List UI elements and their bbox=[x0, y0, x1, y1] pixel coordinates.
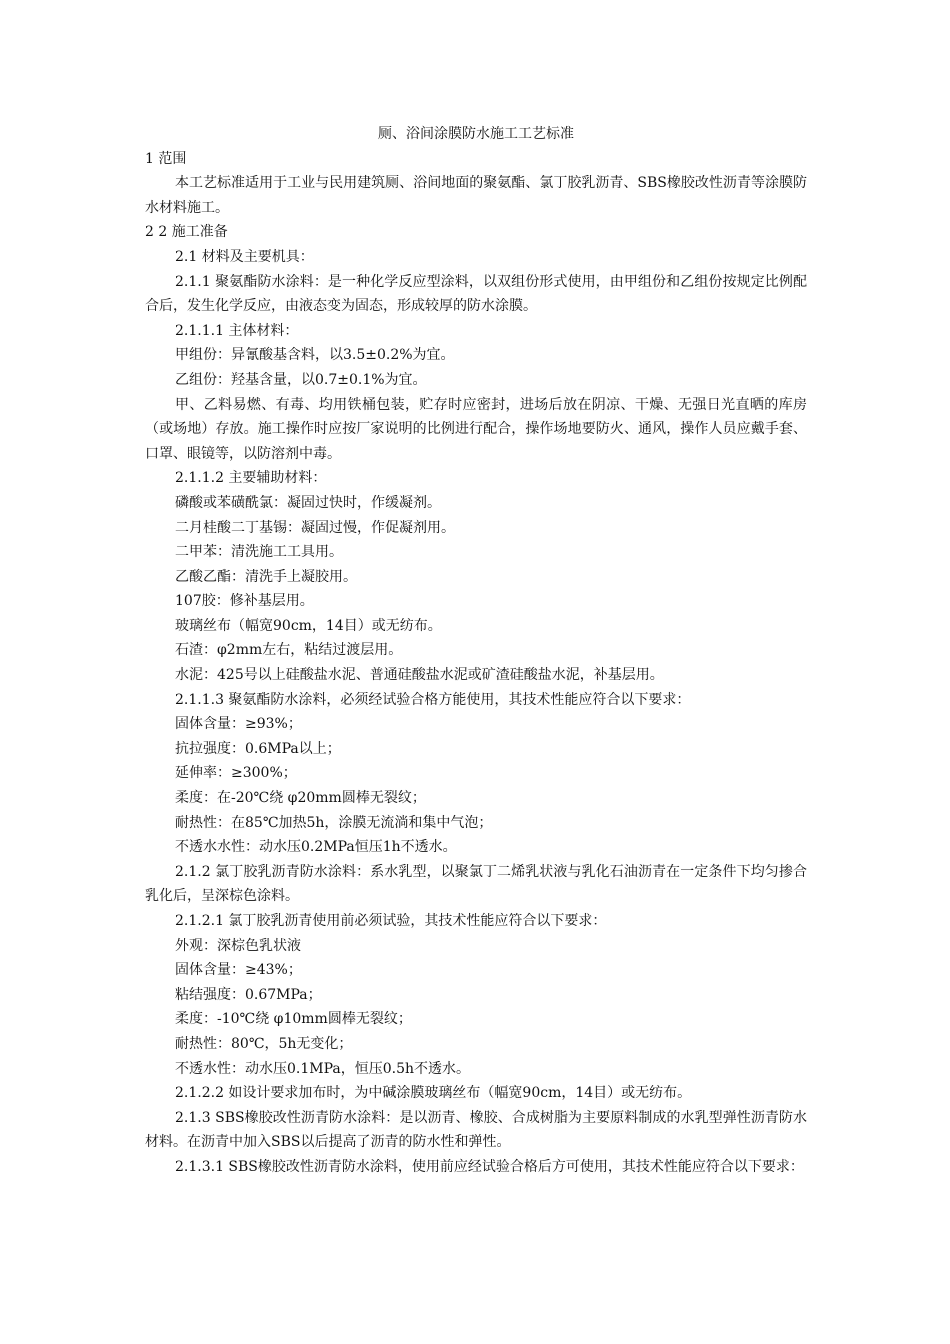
paragraph: 石渣：φ2mm左右，粘结过渡层用。 bbox=[175, 642, 403, 659]
paragraph: 2.1.1.2 主要辅助材料： bbox=[175, 470, 327, 487]
paragraph: 耐热性：80℃，5h无变化； bbox=[175, 1035, 353, 1052]
paragraph: 固体含量：≥93%； bbox=[175, 716, 302, 733]
paragraph: 粘结强度：0.67MPa； bbox=[175, 986, 322, 1003]
paragraph: 2.1 材料及主要机具： bbox=[175, 248, 314, 265]
paragraph: 2 2 施工准备 bbox=[145, 224, 228, 241]
paragraph: 外观：深棕色乳状液 bbox=[175, 937, 301, 954]
paragraph: 柔度：在-20℃绕 φ20mm圆棒无裂纹； bbox=[175, 790, 426, 807]
paragraph: 2.1.1.3 聚氨酯防水涂料，必须经试验合格方能使用，其技术性能应符合以下要求： bbox=[175, 691, 691, 708]
paragraph: 乙组份：羟基含量，以0.7±0.1%为宜。 bbox=[175, 371, 427, 388]
paragraph: 2.1.2.1 氯丁胶乳沥青使用前必须试验，其技术性能应符合以下要求： bbox=[175, 913, 607, 929]
paragraph: 磷酸或苯磺酰氯：凝固过快时，作缓凝剂。 bbox=[175, 494, 441, 511]
paragraph: 延伸率：≥300%； bbox=[175, 765, 297, 782]
paragraph: 二甲苯：清洗施工工具用。 bbox=[175, 544, 343, 561]
paragraph: 2.1.3.1 SBS橡胶改性沥青防水涂料，使用前应经试验合格后方可使用，其技术性能应符合以下要求： bbox=[175, 1158, 804, 1175]
paragraph: 柔度：-10℃绕 φ10mm圆棒无裂纹； bbox=[175, 1011, 412, 1028]
paragraph: 2.1.1 聚氨酯防水涂料：是一种化学反应型涂料，以双组份形式使用，由甲组份和乙组份按规定比例配合后，发生化学反应，由液态变为固态，形成较厚的防水涂膜。 bbox=[145, 273, 807, 315]
paragraph: 甲组份：异氰酸基含料，以3.5±0.2%为宜。 bbox=[175, 347, 455, 364]
paragraph: 本工艺标准适用于工业与民用建筑厕、浴间地面的聚氨酯、氯丁胶乳沥青、SBS橡胶改性沥青等涂膜防水材料施工。 bbox=[145, 175, 807, 216]
paragraph: 固体含量：≥43%； bbox=[175, 962, 302, 979]
paragraph: 乙酸乙酯：清洗手上凝胶用。 bbox=[175, 568, 357, 585]
paragraph: 玻璃丝布（幅宽90cm，14目）或无纺布。 bbox=[175, 617, 442, 634]
paragraph: 水泥：425号以上硅酸盐水泥、普通硅酸盐水泥或矿渣硅酸盐水泥，补基层用。 bbox=[175, 667, 664, 684]
paragraph: 甲、乙料易燃、有毒、均用铁桶包装，贮存时应密封，进场后放在阴凉、干燥、无强日光直晒的库房（或场地）存放。施工操作时应按厂家说明的比例进行配合，操作场地要防火、通风，操作人员应戴手套、口罩、眼镜等，以防溶剂中毒。 bbox=[145, 396, 807, 462]
paragraph: 2.1.2.2 如设计要求加布时，为中碱涂膜玻璃丝布（幅宽90cm，14目）或无纺布。 bbox=[175, 1085, 692, 1102]
paragraph: 不透水水性：动水压0.2MPa恒压1h不透水。 bbox=[175, 839, 457, 856]
paragraph: 二月桂酸二丁基锡：凝固过慢，作促凝剂用。 bbox=[175, 519, 455, 536]
paragraph: 不透水性：动水压0.1MPa，恒压0.5h不透水。 bbox=[175, 1060, 471, 1077]
document-body bbox=[145, 147, 807, 1180]
document-title: 厕、浴间涂膜防水施工工艺标准 bbox=[378, 126, 574, 142]
document-page bbox=[145, 122, 807, 1180]
paragraph: 耐热性：在85℃加热5h，涂膜无流淌和集中气泡； bbox=[175, 814, 493, 831]
paragraph: 1 范围 bbox=[145, 150, 187, 167]
paragraph: 2.1.1.1 主体材料： bbox=[175, 322, 299, 339]
paragraph: 107胶：修补基层用。 bbox=[175, 593, 314, 610]
paragraph: 2.1.3 SBS橡胶改性沥青防水涂料：是以沥青、橡胶、合成树脂为主要原料制成的水乳型弹性沥青防水材料。在沥青中加入SBS以后提高了沥青的防水性和弹性。 bbox=[145, 1109, 807, 1151]
paragraph: 2.1.2 氯丁胶乳沥青防水涂料：系水乳型，以聚氯丁二烯乳状液与乳化石油沥青在一定条件下均匀掺合乳化后，呈深棕色涂料。 bbox=[145, 863, 807, 905]
paragraph: 抗拉强度：0.6MPa以上； bbox=[175, 740, 341, 757]
